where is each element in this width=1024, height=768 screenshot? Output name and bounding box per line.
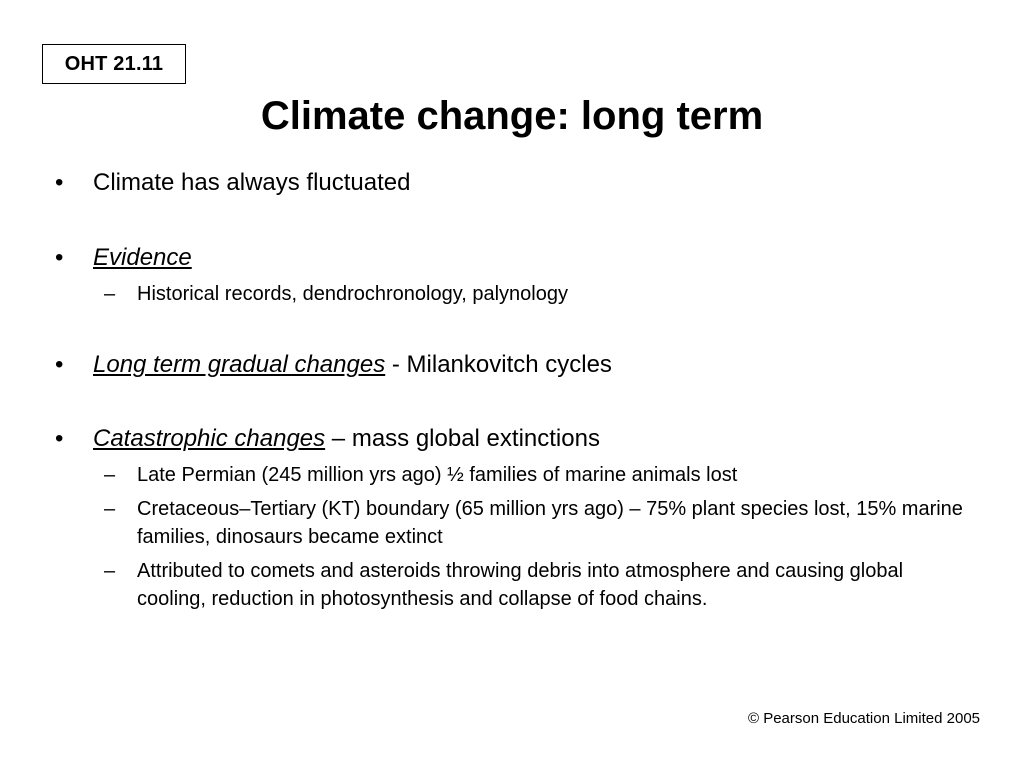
slide-label-box (42, 44, 186, 84)
bullet-line (93, 243, 192, 273)
dash-marker: – (104, 560, 116, 582)
bullet-text: – mass global extinctions (325, 425, 600, 452)
slide-title: Climate change: long term (260, 94, 764, 138)
bullet-text: - Milankovitch cycles (385, 351, 612, 378)
bullet-marker: • (55, 244, 64, 271)
bullet-marker: • (55, 169, 64, 196)
dash-marker: – (104, 498, 116, 520)
slide-label: OHT 21.11 (64, 52, 164, 75)
bullet-line (93, 424, 600, 454)
dash-marker: – (104, 464, 116, 486)
bullet-text: Climate has always fluctuated (93, 169, 411, 196)
bullet-marker: • (55, 351, 64, 378)
bullet-marker: • (55, 425, 64, 452)
dash-marker: – (104, 283, 116, 305)
sub-item-text: Cretaceous–Tertiary (KT) boundary (65 million yrs ago) – 75% plant species lost, 15% marine families, dinosaurs became extinct (137, 498, 963, 548)
bullet-line (93, 350, 612, 380)
sub-item-text: Attributed to comets and asteroids throwing debris into atmosphere and causing global cooling, reduction in photosynthesis and collapse of food chains. (137, 560, 904, 610)
copyright-notice: © Pearson Education Limited 2005 (747, 710, 980, 727)
bullet-emphasis: Evidence (93, 244, 192, 271)
bullet-emphasis: Long term gradual changes (93, 351, 386, 378)
sub-item-text: Late Permian (245 million yrs ago) ½ families of marine animals lost (137, 464, 738, 486)
bullet-emphasis: Catastrophic changes (93, 425, 326, 452)
sub-item-text: Historical records, dendrochronology, palynology (137, 283, 568, 305)
